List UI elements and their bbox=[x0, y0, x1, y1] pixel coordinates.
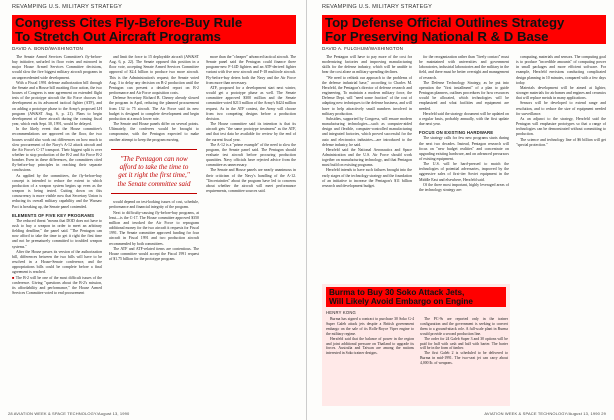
right-page bbox=[312, 0, 612, 420]
text-column bbox=[326, 317, 414, 403]
paragraph: In the likely event that the House committee's recommendations are approved on the floor, the two houses would also work out differences on how much to slow procurement of the Navy's A-12 attack aircraft and the Air Force's C-17 transport. Their biggest split is over whether to stop production of the B-2 and Air Force B-2 bomber. Even in these differences, the committees cited fly-before-buy principles in reaching their separate conclusions. bbox=[12, 127, 102, 173]
bullet-icon: ■ bbox=[12, 275, 16, 280]
sidebar-body bbox=[326, 317, 506, 403]
paragraph: Herzfeld said the strategy document will be updated on a regular basis, probably annually, with the first update due next year. bbox=[419, 111, 509, 127]
text-column bbox=[516, 55, 606, 405]
bullet-paragraph bbox=[12, 276, 102, 297]
article-headline bbox=[322, 15, 606, 44]
sidebar-article bbox=[322, 284, 510, 406]
paragraph: for the reorganization rather than "lively contact" must be maintained with universities and government laboratories, industrial laboratories and the military in the field, and there must be better oversight and management of research. bbox=[419, 55, 509, 80]
paragraph: Sensors will be developed to extend range and resolution, and to reduce the size of equipment needed for surveillance. bbox=[516, 101, 606, 116]
bullet-text: The B-2 will be one of the most difficult issues of the conference. Giving "questions about the B-2's mission, its affordability and performance," the House Armed Services Committee voted to end procurement bbox=[12, 275, 102, 296]
paragraph: The PC-9s are reported only in the trainer configuration and the government is seeking to convert them to a ground-attack role. A full-scale plant in Burma would provide a second production line. bbox=[420, 317, 508, 336]
paragraph: "We need to rethink our approach to the problems of the defense industrial base," according to Charles M. Herzfeld, the Pentagon's director of defense research and engineering. To maintain a modern military force, the Defense Dept. will "need some fraction" of the cost of adapting new techniques to the defense business, and will have to help attractively small numbers involved in military production. bbox=[322, 75, 412, 116]
paragraph: The Senate Armed Services Committee's fly-before-buy initiative, unfurled in floor votes and mirrored in major House Armed Services Committee decisions, would slow the five biggest military aircraft programs in an unprecedented wide development. bbox=[12, 55, 102, 80]
paragraph: The Senate and House panels differ on several points. Ultimately, the conferees would be brought to compromise, with the Pentagon expected to make another attempt to keep the program moving. bbox=[109, 122, 199, 142]
pull-quote: "The Pentagon can now afford to take the time to get it right the first time," the Senate committee said bbox=[111, 149, 197, 195]
paragraph: The ATF and ATF-related items are contentious. The House committee would accept the Fiscal 1991 request of $1.75 billion for the prototype program. bbox=[109, 246, 199, 261]
paragraph: and limit the force to 15 deployable aircraft (AW&ST Aug. 6, p. 22). The Senate opposed this position in a floor vote, accepting Senate Armed Services Committee approval of $2.4 billion to produce two more aircraft. This is the Administration's request; the Senate voted Aug. 3 to delay any decision on B-2 production until the Pentagon can present a detailed report on B-2 performance and Air Force acquisition costs. bbox=[109, 55, 199, 96]
paragraph: more than the "cheaper" advanced tactical aircraft. The Senate panel said the Pentagon could finance three program-new F-14D fighters and an ATF-derived fighter variant with five new aircraft and F-18 multirole aircraft. Fly-before-buy deters both the Navy and the Air Force from more than necessary. bbox=[206, 55, 296, 85]
sidebar-byline: HENRY KONG bbox=[326, 310, 357, 315]
paragraph: The science and technology line of $6 billion will get "special protection." bbox=[516, 137, 606, 147]
headline-line: Congress Cites Fly-Before-Buy Rule bbox=[15, 15, 243, 30]
paragraph: would depend on test-looking issues of cost, schedule, performance and financial integrity of the program. bbox=[109, 200, 199, 210]
sidebar-headline bbox=[326, 287, 506, 307]
article-headline bbox=[12, 15, 296, 44]
article-body bbox=[12, 55, 298, 405]
paragraph: Materials development will be aimed at lighter, stronger materials for airframes and engines and ceramics that will replace metals in many applications. bbox=[516, 85, 606, 101]
headline-line: For Preserving National R & D Base bbox=[325, 28, 549, 44]
paragraph: Of the three most important, highly leveraged areas of the technology strategy are: bbox=[419, 182, 509, 192]
paragraph: Next to difficulty-causing fly-before-buy programs, at least—is the C-17. The House committee approved $350 million and invoked the Air Force to reprogram additional money for the two aircraft it requests for Fiscal 1991. The Senate committee approved funding for four aircraft in Fiscal 1991 and two production aircraft recommended by both committees. bbox=[109, 210, 199, 246]
page-gutter bbox=[306, 0, 307, 420]
paragraph: Subsidies, supported by Congress, will ensure modern manufacturing technologies—such as computer-aided design and flexible, computer-controlled manufacturing and integrated factories, which proved successful for the auto and electronics industries—are introduced to the defense industry, he said. bbox=[322, 116, 412, 147]
article-byline: DAVID A. BOND/WASHINGTON bbox=[12, 46, 84, 51]
text-column bbox=[109, 55, 199, 405]
paragraph: With a Fiscal 1991 defense authorization bill through the Senate and a House bill awaiting floor action, the two houses of Congress is near agreement on extended flight tests of the prototype aircraft the Air Force chooses for development as its advanced tactical fighter (ATF), and on adding a prototype phase to the Army's proposed LH program (AW&ST Aug. 6, p. 21). Plans to begin development of three aircraft during the coming fiscal year, which ends Sept. 30, 1991, would be delayed. bbox=[12, 80, 102, 127]
paragraph: The strategy calls for few new programs starts during the next two decades. Instead, Pentagon research will focus on "new budget realities" and concentrate on upgrading existing hardware, and on advanced precursors of existing equipment. bbox=[419, 136, 509, 161]
article-byline: DAVID A. FULGHUM/WASHINGTON bbox=[322, 46, 404, 51]
text-column bbox=[12, 55, 102, 405]
headline-line: To Stretch Out Aircraft Programs bbox=[15, 28, 221, 44]
paragraph: The Defense Technology Strategy, as he put into operation the "first installment" of a plan to guide Pentagon planners, outlines procedures for how resources would be allocated, which technologies will be emphasized and what facilities and equipment are needed. bbox=[419, 80, 509, 111]
paragraph: As applied by the committees, the fly-before-buy concept is intended to reduce the extent to which production of a weapon system begins up even as the weapon is being tested. Cutting down on this concurrency is more visible now that Secretary Union is reducing its overall military capability and the Warsaw Pact is breaking up, the Senate panel contended. bbox=[12, 173, 102, 209]
text-column bbox=[420, 317, 508, 403]
paragraph: Herzfeld said the National Aeronautics and Space Administration and the U.S. Air Force should work together on manufacturing technology, and that Pentagon must build on existing programs. bbox=[322, 147, 412, 168]
text-column bbox=[419, 55, 509, 281]
headline-line: Top Defense Official Outlines Strategy bbox=[325, 15, 565, 30]
subheading: FOCUS ON EXISTING HARDWARE bbox=[419, 130, 494, 136]
paragraph: The Senate and House panels are nearly unanimous in their criticism of the Navy's handling of the A-12. "Uncertainties" about the program have led to concerns about whether the aircraft will meet performance requirements, committee sources said. bbox=[206, 168, 296, 194]
text-column bbox=[322, 55, 412, 281]
paragraph: The reduced threat "means that DOD does not have to rush to buy a weapon in order to meet an arbitrary fielding deadline," the panel said. "The Pentagon can now afford to take the time to get it right the first time and not be prematurely committed to troubled weapon systems." bbox=[12, 218, 102, 249]
page-footer: 28 AVIATION WEEK & SPACE TECHNOLOGY/August 13, 1990 bbox=[8, 411, 130, 416]
subheading: ELEMENTS OF FIVE KEY PROGRAMS bbox=[12, 212, 95, 218]
paragraph: The A-12 is a "prime example" of the need to slow the program, the Senate panel said. The Pentagon should evaluate test aircraft before procuring production quantities. Navy officials have rejected advice from the committee as unnecessary. bbox=[206, 142, 296, 168]
paragraph: Burma has signed a contract to purchase 30 Soko G-4 Super Galeb attack jets despite a British government embargo on the sale of its Rolls-Royce Viper engine to the military regime. bbox=[326, 317, 414, 336]
headline-line: Will Likely Avoid Embargo on Engine bbox=[329, 297, 473, 306]
section-tag: REVAMPING U.S. MILITARY STRATEGY bbox=[322, 4, 433, 10]
left-page bbox=[2, 0, 302, 420]
paragraph: Herzfeld said that the balance of power in the region and joint additional pressure on Thailand to upgrade its forces. Australia and Taiwan are among the nations interested in Soko trainer designs. bbox=[326, 336, 414, 356]
paragraph: The Pentagon will have to pay more of the cost for modernizing factories and improving manufacturing skills for the defense industry, which will be unable to bear the cost alone as military spending declines. bbox=[322, 55, 412, 75]
paragraph: The order for 24 Galeb Super 3 and 30 options will be paid for half with cash and half with barter. The barter will be in the form of timber. bbox=[420, 336, 508, 351]
paragraph: The U.S. will be hard-pressed to match the technologies of potential adversaries, improved by the aggressive sales of first-tier Soviet equipment in the Middle East and elsewhere, Herzfeld said. bbox=[419, 162, 509, 182]
section-tag: REVAMPING U.S. MILITARY STRATEGY bbox=[12, 4, 123, 10]
paragraph: Herzfeld intends to have such failures brought into the early stages of the technology strategy and the foundation of an initiative to increase the Pentagon's $11 billion research and development budget. bbox=[322, 168, 412, 188]
page-footer: AVIATION WEEK & SPACE TECHNOLOGY/August 13, 1990 29 bbox=[484, 411, 606, 416]
paragraph: The first Galeb 2 is scheduled to be delivered to Burma in mid-1991. The two-seat jet can carry about 4,000 lb. of weapons. bbox=[420, 351, 508, 366]
headline-line: Burma to Buy 30 Soko Attack Jets, bbox=[329, 288, 465, 297]
paragraph: ATF, proposed for a development start next winter, would get a prototype phase as well. The Senate committee approved $300 million and the Senate committee voted $213 million of the Army's $424 million request. As in the ATF contest, the Army will choose from two competing designs before a production decision. bbox=[206, 85, 296, 121]
paragraph: As an adjunct to the strategy, Herzfeld said the Pentagon will emphasize prototypes so that a range of technologies can be demonstrated without committing to production. bbox=[516, 116, 606, 137]
paragraph: The House committee said its intention is that its aircraft gets "the same prototype treatment" as the ATF, and that test data be available for review by the end of the current fiscal year. bbox=[206, 122, 296, 142]
paragraph: Defense Secretary Richard B. Cheney already slowed the program in April, reducing the planned procurement from 132 to 75 aircraft. The Air Force said its new budget is designed to complete development and begin production at a much lower rate. bbox=[109, 96, 199, 121]
paragraph: After the House passes its version of the authorization bill, differences between the two bills will have to be resolved in a House-Senate conference, and the appropriations bills could be complete before a final agreement is reached. bbox=[12, 249, 102, 275]
paragraph: computing, materials and sensors. The computing goal is to produce "incredible amounts" of computing power in small packages and more efficient software. For example, Herzfeld envisions conducting complicated design planning in 10 minutes, compared with a few days today. bbox=[516, 55, 606, 85]
text-column bbox=[206, 55, 296, 405]
